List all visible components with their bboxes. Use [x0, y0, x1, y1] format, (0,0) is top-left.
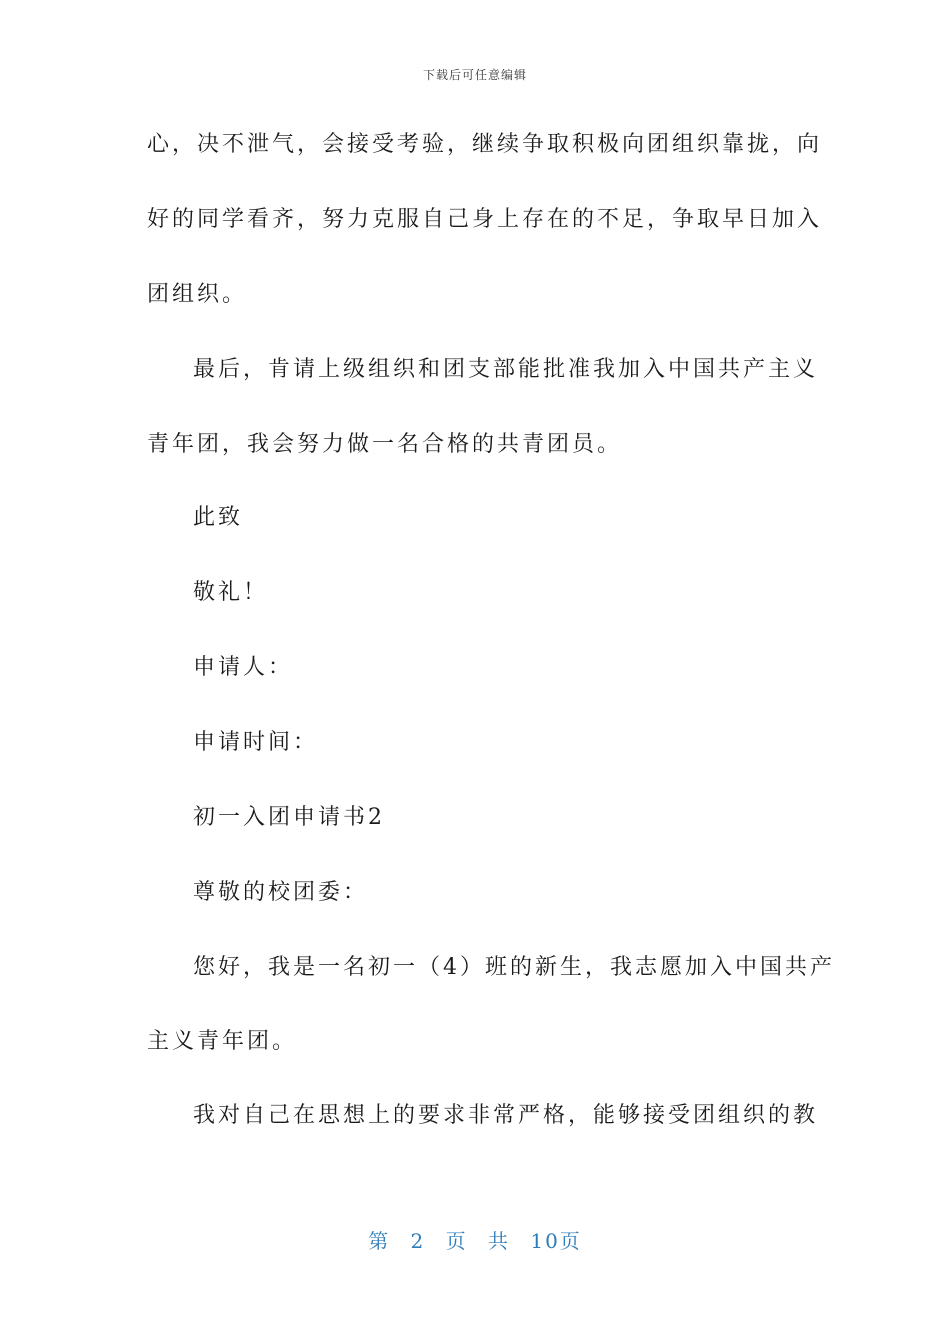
body-line: 青年团，我会努力做一名合格的共青团员。: [147, 432, 623, 457]
footer-page-number: 2: [410, 1229, 426, 1253]
closing-regards: 敬礼！: [193, 580, 269, 605]
body-line: 主义青年团。: [147, 1029, 298, 1054]
body-line: 团组织。: [147, 282, 248, 307]
body-line: 心，决不泄气，会接受考验，继续争取积极向团组织靠拢，向: [147, 132, 823, 157]
body-line: 好的同学看齐，努力克服自己身上存在的不足，争取早日加入: [147, 207, 823, 232]
footer-di: 第: [368, 1229, 391, 1253]
applicant-label: 申请人：: [193, 655, 294, 680]
body-line: 最后，肯请上级组织和团支部能批准我加入中国共产主义: [193, 357, 819, 382]
footer-total-pages: 10页: [530, 1229, 582, 1253]
greeting: 尊敬的校团委：: [193, 880, 369, 905]
section-title: 初一入团申请书2: [193, 805, 385, 830]
page-header: 下载后可任意编辑: [422, 68, 527, 82]
footer-gong: 共: [488, 1229, 510, 1253]
closing-salutation: 此致: [193, 505, 244, 530]
body-line: 您好，我是一名初一（4）班的新生，我志愿加入中国共产: [193, 955, 835, 980]
page-footer: [0, 1225, 950, 1254]
body-line: 我对自己在思想上的要求非常严格，能够接受团组织的教: [193, 1103, 819, 1128]
application-date-label: 申请时间：: [193, 730, 319, 755]
footer-ye: 页: [445, 1229, 468, 1253]
